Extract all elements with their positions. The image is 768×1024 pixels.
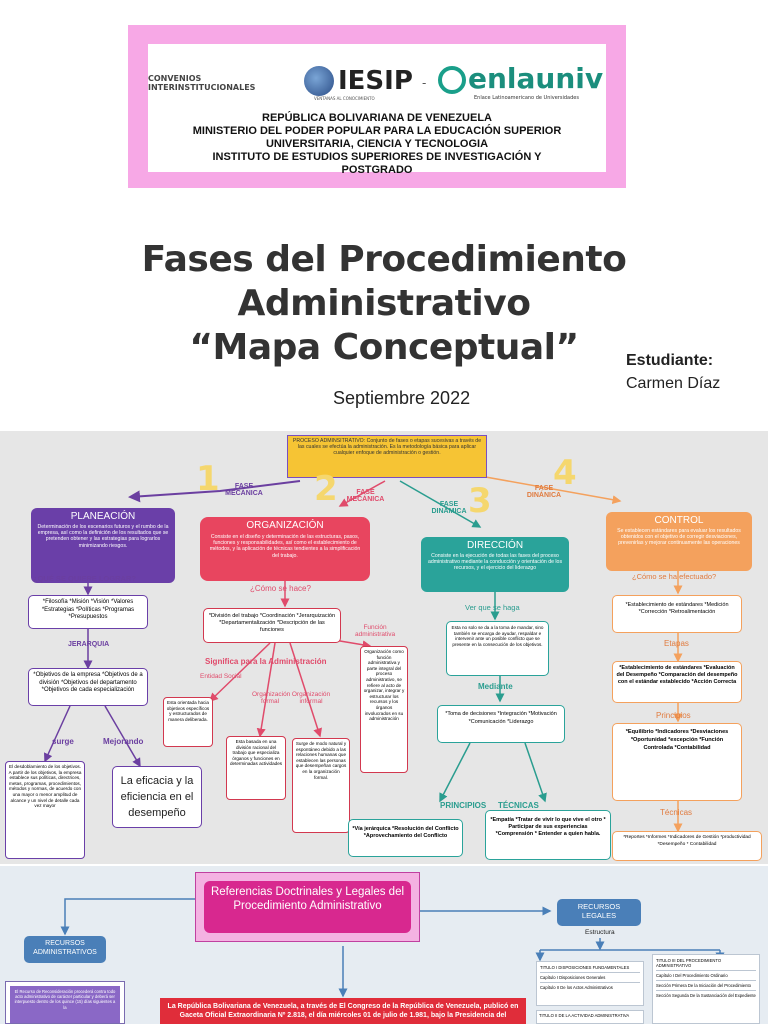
- planeacion-title: PLANEACIÓN: [70, 511, 136, 522]
- titulo-2-heading: TITULO II DE LA ACTIVIDAD ADMINISTRATIVA: [539, 1013, 630, 1018]
- institution-line: REPÚBLICA BOLIVARIANA DE VENEZUELA: [262, 112, 492, 124]
- direccion-box-3: [348, 819, 463, 857]
- entidad-box: [163, 697, 213, 747]
- direccion-box-4-text: *Empatía *Tratar de vivir lo que vive el otro * Participar de sus experiencias *Comprensión * Entender a quien habla.: [490, 817, 606, 837]
- phase-number-2: 2: [314, 469, 338, 509]
- mediante-label: Mediante: [478, 682, 513, 691]
- direccion-node: [421, 537, 569, 592]
- phase-number-1: 1: [196, 459, 220, 499]
- control-box-3: [612, 723, 742, 801]
- control-box-2-text: *Establecimiento de estándares *Evaluación del Desempeño *Comparación del desempeño con el estándar establecido *Acción Correcta: [616, 665, 738, 685]
- enlauniv-logo: enlauniv: [468, 62, 604, 95]
- informal-label: Organización informal: [291, 691, 331, 705]
- direccion-box-4: [485, 810, 611, 860]
- phase-label-3: FASE DINÁMICA: [431, 501, 467, 515]
- direccion-principios-label: PRINCIPIOS: [440, 801, 487, 810]
- titulo-3-heading: TITULO III DEL PROCEDIMIENTO ADMINISTRATIVO: [656, 958, 722, 968]
- planeacion-box-1: [28, 595, 148, 629]
- titulo-2-card: [536, 1010, 644, 1024]
- control-question: ¿Cómo se ha efectuado?: [632, 572, 717, 581]
- formal-label: Organización formal: [252, 691, 291, 705]
- enlauniv-subtitle: Enlace Latinoamericano de Universidades: [474, 95, 579, 101]
- planeacion-box-3-text: El desdoblamiento de los objetivos. A partir de los objetivos, la empresa establece sus políticas, directrices, metas, programas, procedimientos, métodos y normas, de acuerdo con una mayor o menor amplitud de alcance y un nivel de detalle cada vez mayor: [8, 764, 82, 809]
- enlauniv-swirl-icon: [438, 66, 466, 94]
- titulo-1-card: [536, 961, 644, 1006]
- funcion-label: Función administrativa: [355, 624, 396, 638]
- direccion-box-1: [446, 621, 549, 676]
- titulo-3-divider: [656, 990, 756, 991]
- student-name: Carmen Díaz: [626, 375, 721, 392]
- formal-box: [226, 736, 286, 800]
- control-box-4-text: *Reportes *Informes *Indicadores de Gestión *productividad *Desempeño * Contabilidad: [623, 835, 751, 847]
- recurso-reconsideracion-inner: [10, 986, 120, 1024]
- titulo-1-heading: TITULO I DISPOSICIONES FUNDAMENTALES: [540, 965, 630, 970]
- iesip-globe-icon: [304, 66, 334, 96]
- planeacion-box-1-text: *Filosofía *Misión *Visión *Valores *Estrategias *Políticas *Programas *Presupuestos: [41, 599, 135, 620]
- titulo-3-item-b: Sección Primera De la Iniciación del Procedimiento: [656, 983, 751, 988]
- control-tecnicas-label: Técnicas: [660, 808, 693, 817]
- control-box-2: [612, 661, 742, 703]
- organizacion-desc: Consiste en el diseño y determinación de las estructuras, pasos, funciones y responsabilidades, así como el establecimiento de métodos, y la aplicación de técnicas tendientes a la simplificación del trabajo.: [209, 534, 361, 559]
- convenios-label: CONVENIOS INTERINSTITUCIONALES: [148, 74, 256, 92]
- surge-label: surge: [52, 737, 74, 746]
- references-title-box: [204, 881, 411, 933]
- control-desc: Se establecen estándares para evaluar los resultados obtenidos con el objetivo de corregir desviaciones, prevenirlas y mejorar continuamente las operaciones: [617, 528, 741, 547]
- phase-label-2: FASE MECÁNICA: [346, 489, 385, 503]
- titulo-3-card: [652, 954, 760, 1024]
- planeacion-box-3: [5, 761, 85, 859]
- direccion-box-2: [437, 705, 565, 743]
- etapas-label: Etapas: [664, 639, 689, 648]
- direccion-desc: Consiste en la ejecución de todas las fases del proceso administrativo mediante la conducción y orientación de los recursos, y el ejercicio del liderazgo: [427, 553, 563, 572]
- center-text: PROCESO ADMINSITRATIVO: Conjunto de fases o etapas sucesivas a través de las cuales se efectúa la administración. Es la metodología básica para aplicar cualquier enfoque de administración o gestión.: [292, 438, 482, 457]
- titulo-3-item-a: Capítulo I Del Procedimiento Ordinario: [656, 973, 728, 978]
- recursos-admin-label: RECURSOS ADMINISTRATIVOS: [33, 940, 97, 956]
- entidad-box-text: Esta orientada hacia objetivos específicos y estructurados de manera deliberada.: [166, 700, 210, 722]
- concept-map: [0, 431, 768, 864]
- planeacion-box-4: [112, 766, 202, 828]
- references-title-frame: [195, 872, 420, 942]
- organizacion-question: ¿Cómo se hace?: [250, 584, 311, 593]
- document-date: Septiembre 2022: [333, 388, 471, 408]
- control-title: CONTROL: [654, 515, 704, 526]
- recursos-admin-node: [24, 936, 106, 963]
- organizacion-node: [200, 517, 370, 581]
- planeacion-node: [31, 508, 175, 583]
- institution-line: INSTITUTO DE ESTUDIOS SUPERIORES DE INVESTIGACIÓN Y: [212, 151, 542, 163]
- institution-line: UNIVERSITARIA, CIENCIA Y TECNOLOGIA: [265, 138, 489, 150]
- logos-row: [148, 62, 606, 102]
- titulo-1-item-b: Capítulo II De los Actos Administrativos: [540, 985, 613, 990]
- control-box-1-text: *Establecimiento de estándares *Medición *Corrección *Retroalimentación: [625, 602, 729, 615]
- recurso-reconsideracion-text: El Recurso de Reconsideración procederá contra todo acto administrativo de carácter particular y deberá ser interpuesto dentro de los quince (15) días siguientes a la: [14, 989, 116, 1010]
- funcion-box: [360, 646, 408, 773]
- iesip-subtitle: VENTANAS AL CONOCIMIENTO: [314, 96, 375, 101]
- organizacion-title: ORGANIZACIÓN: [246, 520, 324, 531]
- institution-line: MINISTERIO DEL PODER POPULAR PARA LA EDUCACIÓN SUPERIOR: [192, 125, 562, 137]
- law-text: La República Bolivariana de Venezuela, a través de El Congreso de la República de Venezuela, publicó en Gaceta Oficial Extraordinaria Nº 2.818, el día miércoles 01 de julio de 1.981, bajo la Presidencia del: [167, 1003, 519, 1019]
- titulo-1-divider: [540, 972, 640, 973]
- informal-box: [292, 738, 350, 833]
- organizacion-box-1: [203, 608, 341, 643]
- planeacion-question: ¿QUÉ SE QUIERE LOGRAR?: [33, 574, 136, 583]
- legal-references-map: [0, 866, 768, 1024]
- control-box-1: [612, 595, 742, 633]
- direccion-box-3-text: *Vía jerárquica *Resolución del Conflicto *Aprovechamiento del Conflicto: [352, 826, 459, 839]
- funcion-box-text: Organización como función administrativa y parte integral del proceso administrativo, se refiere al acto de organizar, integrar y estructurar los recursos y los órganos involucrados en su administración: [363, 649, 405, 722]
- page-title: [0, 238, 768, 370]
- titulo-1-divider: [540, 982, 640, 983]
- titulo-1-item-a: Capítulo I Disposiciones Generales: [540, 975, 606, 980]
- recursos-legales-label: RECURSOS LEGALES: [577, 902, 621, 920]
- direccion-tecnicas-label: TÉCNICAS: [498, 801, 539, 810]
- iesip-logo: IESIP: [338, 66, 413, 96]
- informal-box-text: Surge de modo natural y espontáneo debido a las relaciones humanas que establecen las personas que desempeñan cargos en la organización formal.: [295, 741, 347, 780]
- phase-label-1: FASE MECÁNICA: [225, 483, 263, 497]
- control-principios-label: Principios: [656, 711, 691, 720]
- phase-number-4: 4: [553, 453, 577, 493]
- institution-line: POSTGRADO: [341, 164, 413, 176]
- planeacion-box-4-text: La eficacia y la eficiencia en el desempeño: [120, 775, 194, 819]
- titulo-3-item-c: Sección Segunda De la Sustanciación del Expediente: [656, 993, 756, 998]
- control-box-3-text: *Equilibrio *Indicadores *Desviaciones *Oportunidad *excepción *Función Controlada *Contabilidad: [625, 729, 729, 751]
- recurso-reconsideracion-card: [5, 981, 125, 1024]
- planeacion-desc: Determinación de los escenarios futuros y el rumbo de la empresa, así como la definición de los resultados que se pretenden obtener y las estrategias para lograrlos minimizando riesgos.: [37, 524, 169, 549]
- mejorando-label: Mejorando: [103, 737, 144, 746]
- jerarquia-label: JERARQUIA: [68, 641, 110, 648]
- phase-label-4: FASE DINÁNICA: [526, 485, 562, 499]
- logo-separator: -: [422, 76, 427, 90]
- direccion-box-2-text: *Toma de decisiones *Integración *Motivación *Comunicación *Liderazgo: [445, 711, 557, 725]
- title-line-2: “Mapa Conceptual”: [189, 327, 579, 368]
- estructura-label: Estructura: [585, 929, 615, 936]
- phase-number-3: 3: [468, 481, 492, 521]
- entidad-label: Entidad Social: [200, 673, 242, 680]
- control-node: [606, 512, 752, 571]
- recursos-legales-node: [557, 899, 641, 926]
- planeacion-box-2: [28, 668, 148, 706]
- law-text-box: [160, 998, 526, 1024]
- significa-label: Significa para la Administración: [205, 657, 327, 666]
- formal-box-text: Esta basada en una división racional del trabajo que especializa órganos y funciones en determinadas actividades: [229, 739, 283, 767]
- references-title: Referencias Doctrinales y Legales del Procedimiento Administrativo: [210, 886, 405, 912]
- control-box-4: [612, 831, 762, 861]
- direccion-box-1-text: Esta no solo se da a la toma de mandar, sino también se encarga de ayudar, respaldar e intervenir ante un posible conflicto que se presente en la consecución de los objetivos.: [451, 625, 544, 647]
- institution-text: [148, 112, 606, 177]
- title-line-1: Fases del Procedimiento Administrativo: [141, 239, 627, 324]
- student-label: Estudiante:: [626, 352, 714, 369]
- organizacion-box-1-text: *División del trabajo *Coordinación *Jerarquización *Departamentalización *Descripción de las funciones: [208, 613, 336, 633]
- direccion-title: DIRECCIÓN: [466, 540, 524, 551]
- titulo-3-divider: [656, 980, 756, 981]
- ver-label: Ver que se haga: [465, 603, 520, 612]
- titulo-3-divider: [656, 970, 756, 971]
- planeacion-box-2-text: *Objetivos de la empresa *Objetivos de a división *Objetivos del departamento *Objetivos de cada especialización: [33, 672, 143, 693]
